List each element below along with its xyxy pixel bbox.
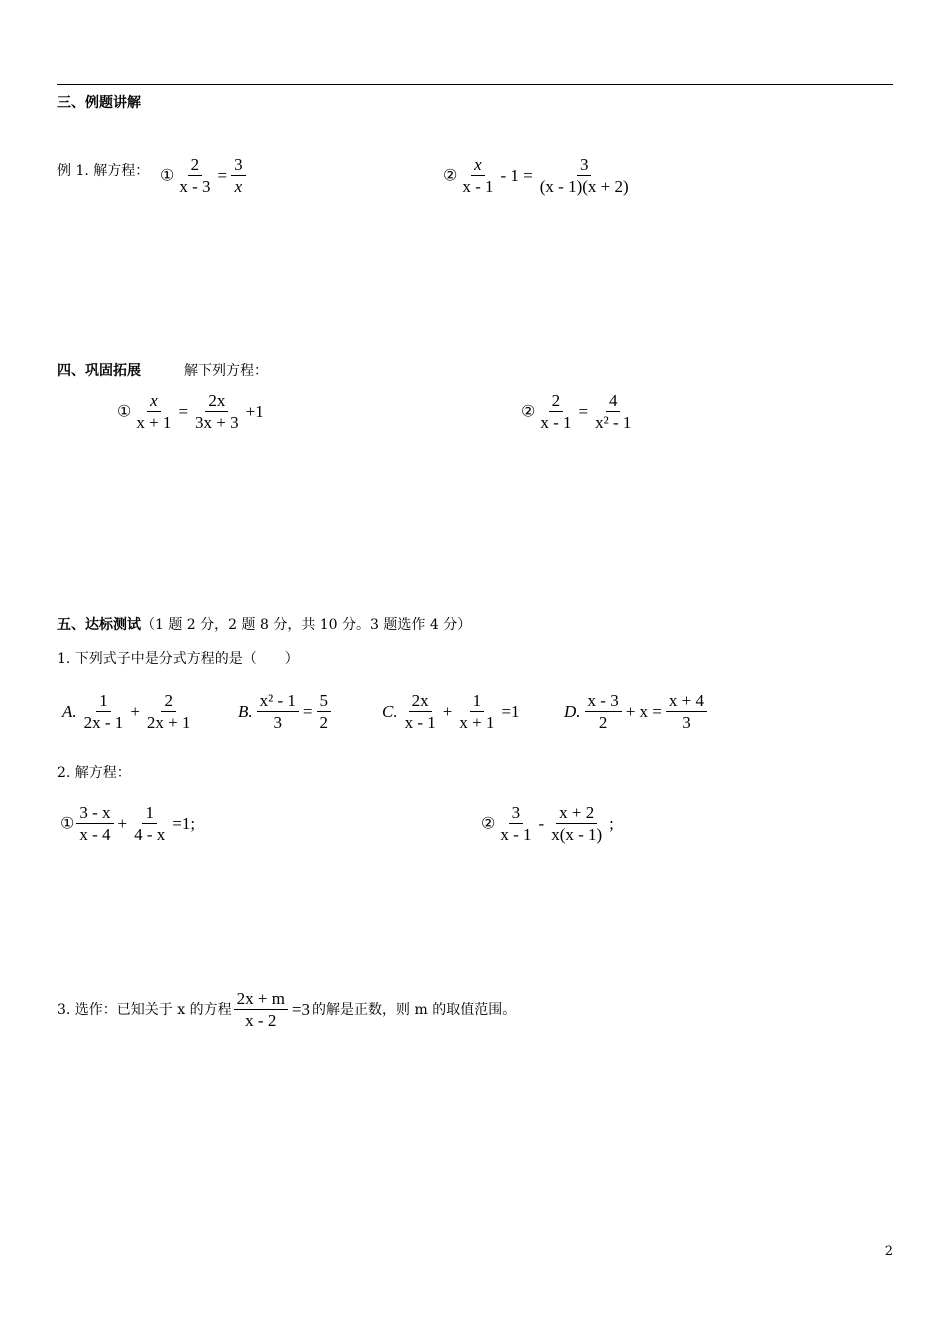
question-3-prefix: 3. 选作：已知关于 x 的方程	[57, 1001, 232, 1018]
numerator: 2x	[205, 390, 228, 412]
operator: +	[117, 813, 128, 833]
fraction	[666, 690, 707, 733]
operator: =1;	[172, 813, 196, 833]
fraction	[592, 390, 634, 433]
fraction	[585, 690, 622, 733]
circle-2-marker: ②	[481, 815, 496, 833]
denominator: x² - 1	[595, 413, 632, 432]
numerator: 3	[231, 154, 246, 176]
fraction	[76, 802, 113, 845]
numerator: x² - 1	[257, 690, 299, 712]
operator: -	[538, 813, 545, 833]
denominator: x	[234, 177, 243, 196]
section-4-equation-1	[117, 390, 266, 433]
page-number: 2	[884, 1244, 893, 1259]
operator: =	[302, 701, 313, 721]
fraction	[456, 690, 497, 733]
operator: =	[217, 165, 228, 185]
example-1-equation-1	[160, 154, 248, 197]
denominator: 2	[319, 713, 328, 732]
numerator: 2x + m	[234, 988, 288, 1010]
denominator: 2	[598, 713, 608, 732]
question-1-text: 1. 下列式子中是分式方程的是（ ）	[57, 651, 299, 667]
denominator: 2x - 1	[83, 713, 124, 732]
numerator: x - 3	[585, 690, 622, 712]
denominator: x - 4	[79, 825, 111, 844]
denominator: x - 2	[245, 1011, 277, 1030]
circle-1-marker: ①	[160, 167, 175, 185]
fraction	[176, 154, 213, 197]
fraction	[459, 154, 496, 197]
question-3	[57, 988, 516, 1031]
operator: +	[442, 701, 453, 721]
option-label: D.	[564, 701, 581, 721]
circle-2-marker: ②	[521, 403, 536, 421]
numerator: 3 - x	[76, 802, 113, 824]
fraction	[537, 390, 574, 433]
option-a	[60, 690, 196, 733]
fraction	[537, 154, 632, 197]
circle-1-marker: ①	[60, 815, 75, 833]
operator: =	[578, 401, 589, 421]
numerator: 3	[509, 802, 524, 824]
circle-2-marker: ②	[443, 167, 458, 185]
fraction	[133, 390, 174, 433]
numerator: 4	[606, 390, 621, 412]
denominator: x - 1	[540, 413, 572, 432]
section-5-title: 五、达标测试	[57, 617, 141, 633]
option-d	[562, 690, 709, 733]
fraction	[548, 802, 605, 845]
fraction	[131, 802, 168, 845]
option-label: B.	[238, 701, 253, 721]
numerator: x	[147, 390, 161, 412]
numerator: 2	[549, 390, 564, 412]
section-4-title: 四、巩固拓展	[57, 363, 141, 379]
denominator: 3x + 3	[195, 413, 239, 432]
example-1-label: 例 1. 解方程：	[57, 163, 150, 179]
section-4-instruction: 解下列方程：	[184, 363, 268, 379]
numerator: 2x	[409, 690, 432, 712]
option-label: A.	[62, 701, 77, 721]
header-rule	[57, 84, 893, 85]
fraction	[257, 690, 299, 733]
fraction	[144, 690, 194, 733]
denominator: 3	[273, 713, 283, 732]
fraction	[402, 690, 439, 733]
fraction	[231, 154, 246, 197]
fraction	[497, 802, 534, 845]
denominator: 4 - x	[134, 825, 166, 844]
denominator: (x - 1)(x + 2)	[539, 177, 629, 196]
circle-1-marker: ①	[117, 403, 132, 421]
fraction	[317, 690, 332, 733]
section-3-title: 三、例题讲解	[57, 95, 141, 111]
operator: +1	[245, 401, 264, 421]
numerator: x	[471, 154, 485, 176]
section-5-heading	[57, 614, 471, 634]
denominator: x + 1	[136, 413, 172, 432]
section-5-note: （1 题 2 分，2 题 8 分，共 10 分。3 题选作 4 分）	[141, 617, 472, 633]
fraction	[81, 690, 127, 733]
denominator: x - 3	[179, 177, 211, 196]
numerator: x + 4	[666, 690, 707, 712]
question-3-suffix: 的解是正数，则 m 的取值范围。	[312, 1001, 517, 1018]
numerator: 1	[96, 690, 111, 712]
operator: =3	[291, 999, 311, 1019]
fraction	[234, 988, 288, 1031]
numerator: 2	[161, 690, 176, 712]
operator: + x =	[625, 701, 662, 721]
example-1-equation-2	[443, 154, 634, 197]
numerator: 5	[317, 690, 332, 712]
operator: =	[178, 401, 189, 421]
numerator: 3	[577, 154, 592, 176]
denominator: 2x + 1	[146, 713, 191, 732]
question-2-text: 2. 解方程：	[57, 765, 131, 781]
denominator: 3	[682, 713, 691, 732]
question-2-equation-2	[481, 802, 616, 845]
numerator: 1	[470, 690, 485, 712]
option-c	[380, 690, 522, 733]
operator: +	[130, 701, 140, 721]
denominator: x + 1	[459, 713, 495, 732]
option-b	[236, 690, 333, 733]
option-label: C.	[382, 701, 398, 721]
section-4-equation-2	[521, 390, 636, 433]
denominator: x - 1	[500, 825, 532, 844]
denominator: x(x - 1)	[551, 825, 603, 844]
numerator: x + 2	[556, 802, 597, 824]
denominator: x - 1	[404, 713, 436, 732]
numerator: 1	[142, 802, 157, 824]
question-2-equation-1	[60, 802, 197, 845]
fraction	[192, 390, 242, 433]
denominator: x - 1	[462, 177, 494, 196]
operator: - 1 =	[500, 165, 533, 185]
operator: =1	[501, 701, 520, 721]
numerator: 2	[188, 154, 203, 176]
operator: ;	[609, 813, 614, 833]
